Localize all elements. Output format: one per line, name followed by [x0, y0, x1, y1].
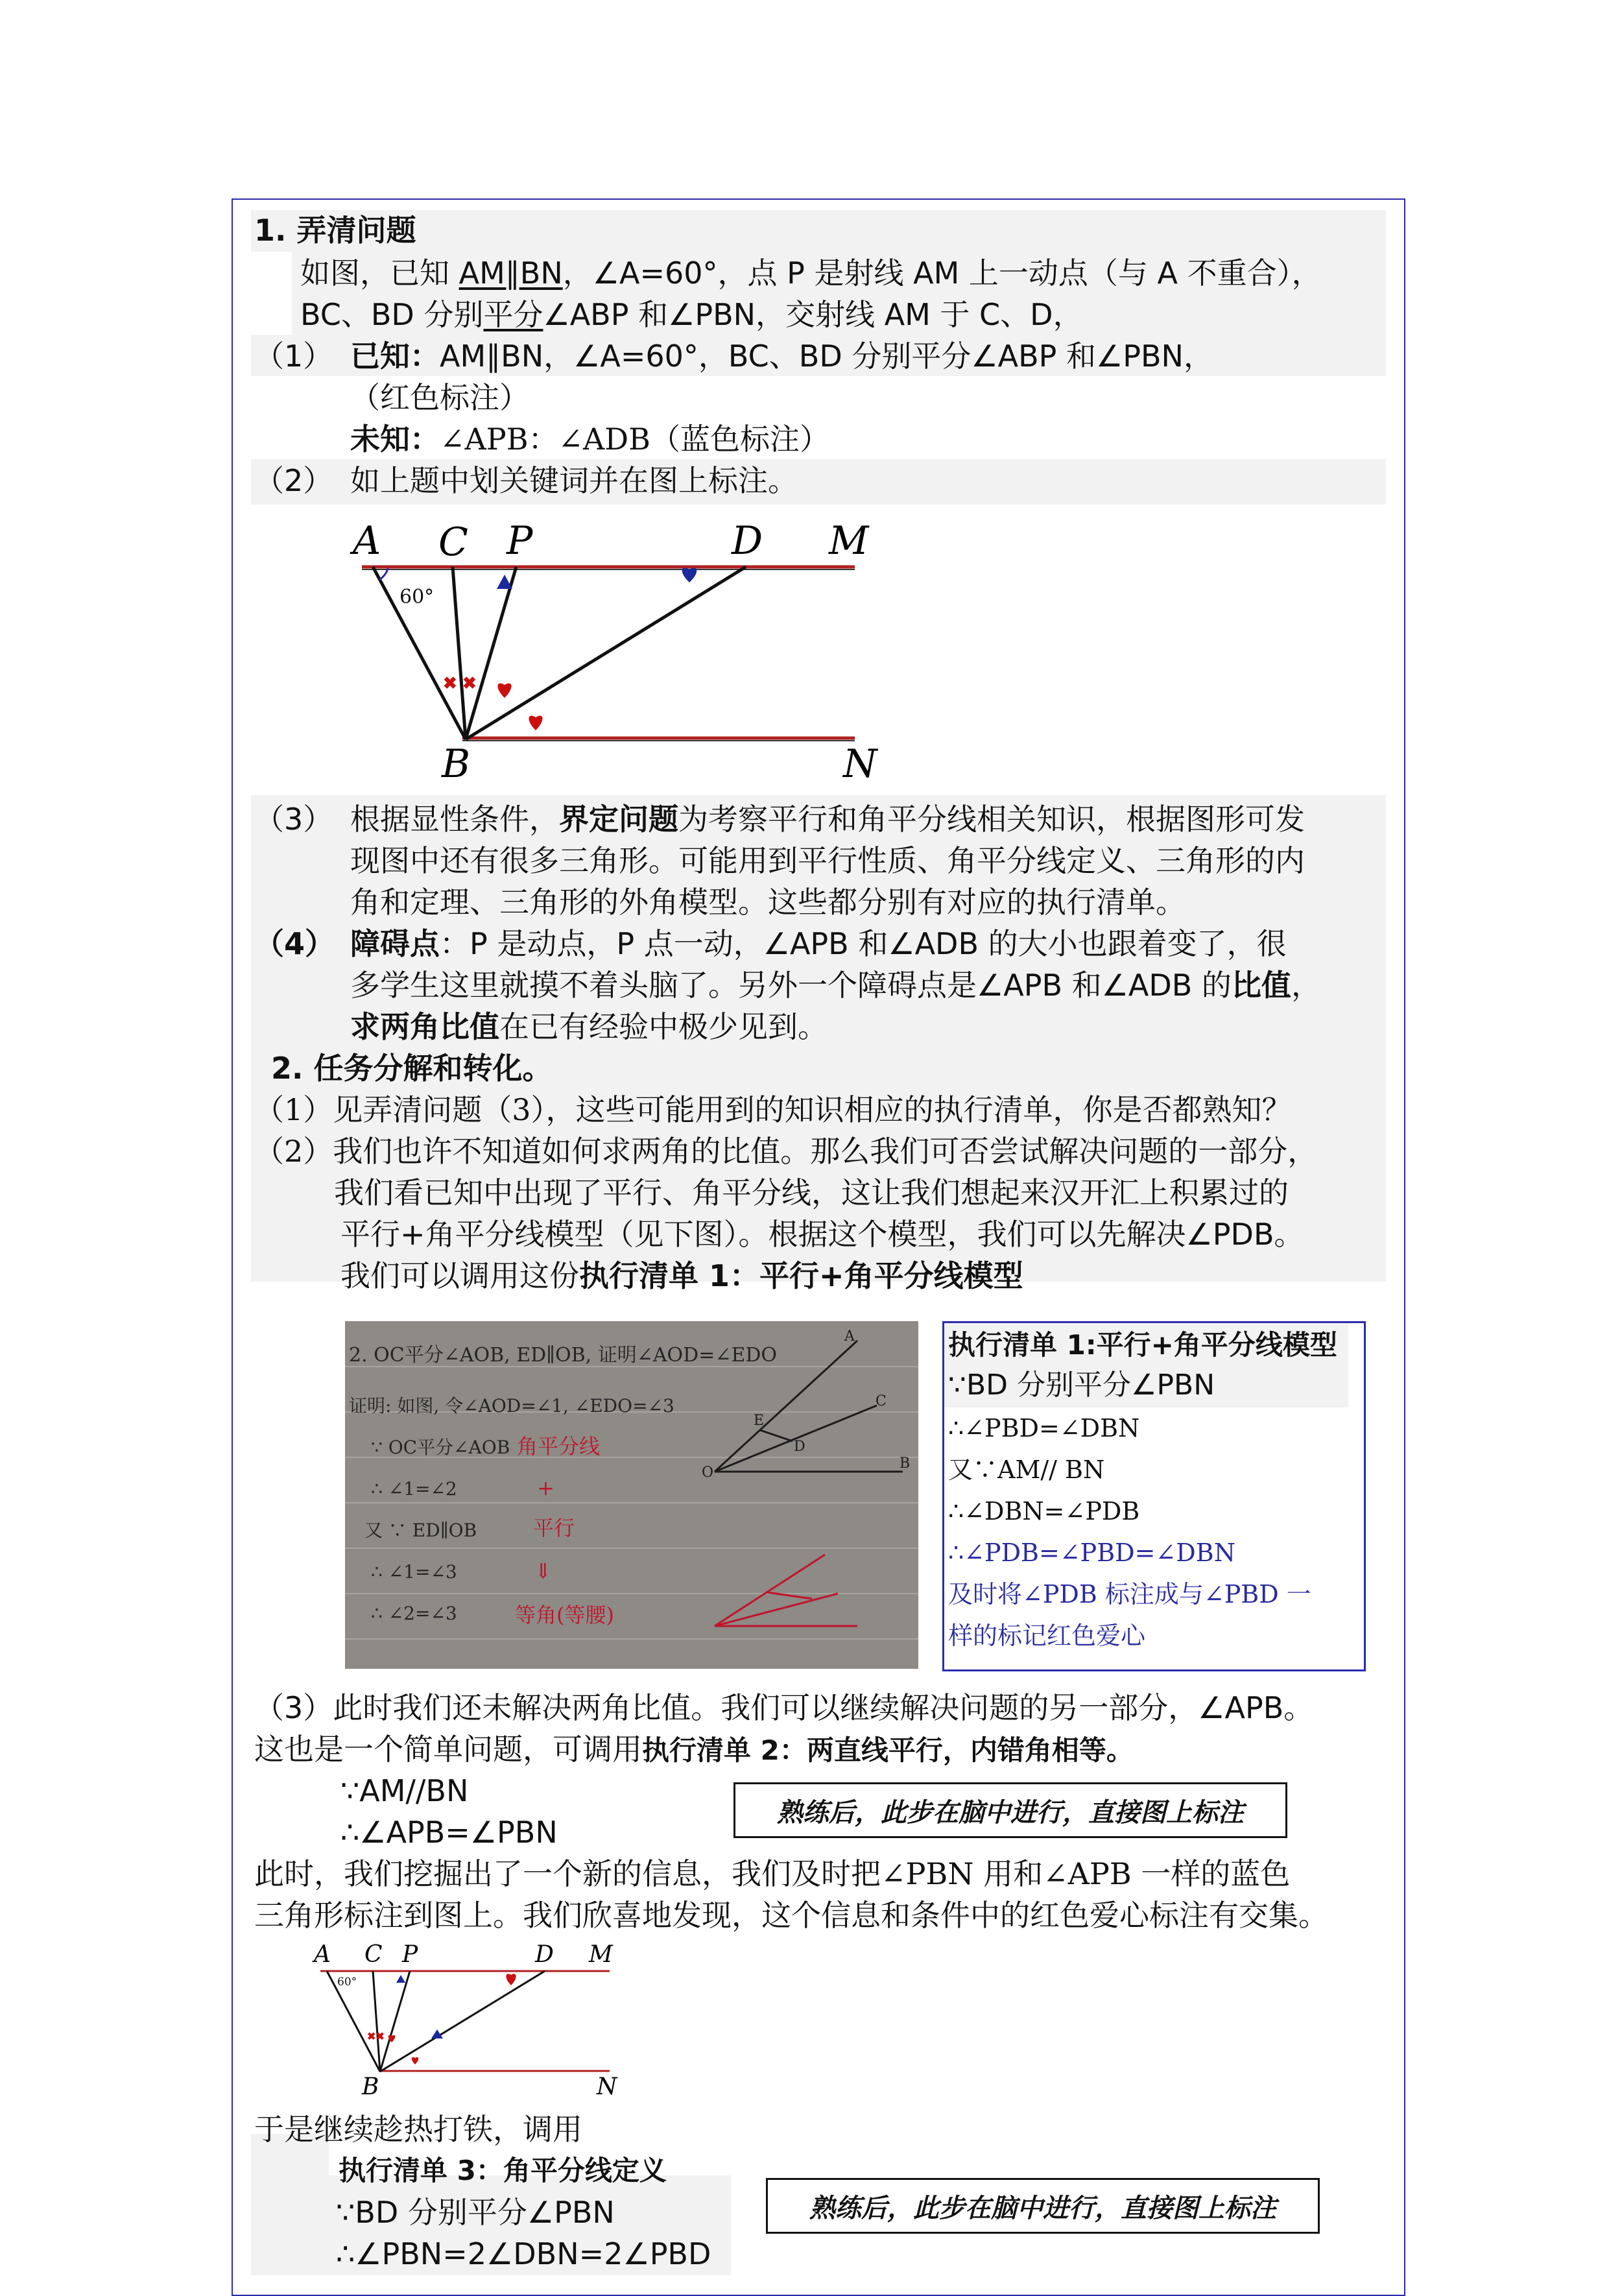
notebook-photo: [345, 1321, 918, 1669]
item3-line2: 现图中还有很多三角形。可能用到平行性质、角平分线定义、三角形的内: [350, 843, 1305, 878]
list1-line: ∴∠PBD=∠DBN: [948, 1414, 1140, 1442]
red-cross-marker: ✖: [443, 674, 457, 693]
item4-line3: 求两角比值在已有经验中极少见到。: [350, 1009, 828, 1044]
geometry-figure-2: [311, 1941, 624, 2098]
list1-line: ∵BD 分别平分∠PBN: [948, 1369, 1215, 1402]
tip-box: 熟练后，此步在脑中进行，直接图上标注: [733, 1782, 1287, 1838]
part3-line2: 这也是一个简单问题，可调用执行清单 2：两直线平行，内错角相等。: [254, 1732, 1134, 1767]
red-annotation: +: [537, 1476, 554, 1500]
part3-line1: （3）此时我们还未解决两角比值。我们可以继续解决问题的另一部分，∠APB。: [254, 1690, 1314, 1725]
angle-a-label: 60°: [399, 586, 435, 608]
red-annotation: ⇓: [534, 1559, 552, 1583]
angle-a-label: 60°: [337, 1976, 357, 1989]
point-a-label: A: [353, 518, 381, 564]
item2-text: 如上题中划关键词并在图上标注。: [350, 463, 798, 498]
problem-line2: BC、BD 分别平分∠ABP 和∠PBN，交射线 AM 于 C、D，: [300, 297, 1083, 332]
list3-title: 执行清单 3：角平分线定义: [339, 2155, 667, 2186]
point-b-label: B: [442, 741, 471, 785]
photo-label: A: [844, 1328, 855, 1345]
handwritten-line: 证明: 如图, 令∠AOD=∠1, ∠EDO=∠3: [349, 1395, 674, 1417]
point-a-label: A: [314, 1941, 331, 1968]
item1-unknown: 未知：∠APB：∠ADB（蓝色标注）: [350, 422, 829, 457]
point-b-label: B: [362, 2074, 379, 2098]
handwritten-line: ∴ ∠1=∠3: [371, 1561, 457, 1583]
item1-known: 已知：AM∥BN，∠A=60°，BC、BD 分别平分∠ABP 和∠PBN，: [350, 339, 1213, 374]
handwritten-line: ∵ OC平分∠AOB: [371, 1437, 510, 1458]
item4-line2: 多学生这里就摸不着头脑了。另外一个障碍点是∠APB 和∠ADB 的比值，: [350, 968, 1321, 1003]
shade-band: [251, 210, 1386, 252]
point-n-label: N: [843, 741, 877, 785]
list1-title: 执行清单 1:平行+角平分线模型: [948, 1329, 1337, 1361]
list1-line: ∴∠PDB=∠PBD=∠DBN: [948, 1538, 1235, 1567]
task-para2-line2: 我们看已知中出现了平行、角平分线，这让我们想起来汉开汇上积累过的: [334, 1175, 1289, 1210]
proof-line: ∴∠APB=∠PBN: [340, 1815, 558, 1850]
section1-heading: 1. 弄清问题: [254, 213, 416, 248]
red-annotation: 等角(等腰): [515, 1603, 614, 1627]
section2-heading: 2. 任务分解和转化。: [271, 1051, 553, 1086]
item4-number: （4）: [254, 926, 335, 961]
point-c-label: C: [438, 520, 468, 565]
red-annotation: 平行: [533, 1516, 575, 1540]
list1-line: 样的标记红色爱心: [948, 1621, 1146, 1650]
proof-line: ∵BD 分别平分∠PBN: [336, 2195, 615, 2230]
photo-label: O: [702, 1465, 714, 1481]
geometry-figure-1: [349, 518, 882, 785]
figure-background: [349, 518, 882, 785]
photo-label: E: [754, 1413, 765, 1429]
list1-line: 又∵AM// BN: [948, 1455, 1105, 1484]
photo-label: C: [876, 1393, 887, 1409]
item1-red-note: （红色标注）: [350, 380, 529, 415]
proof-line: ∵AM//BN: [340, 1773, 469, 1808]
tip-box: 熟练后，此步在脑中进行，直接图上标注: [766, 2178, 1320, 2234]
item3-number: （3）: [254, 802, 333, 837]
task-para1: （1）见弄清问题（3），这些可能用到的知识相应的执行清单，你是否都熟知？: [254, 1092, 1292, 1127]
problem-line1: 如图，已知 AM∥BN，∠A=60°，点 P 是射线 AM 上一动点（与 A 不重合），: [300, 256, 1322, 291]
point-m-label: M: [589, 1941, 613, 1968]
red-cross-marker: ✖✖: [367, 2030, 385, 2042]
item3-line1: 根据显性条件，界定问题为考察平行和角平分线相关知识，根据图形可发: [350, 802, 1305, 837]
task-para2-line4: 我们可以调用这份执行清单 1：平行+角平分线模型: [340, 1258, 1023, 1293]
handwritten-line: ∴ ∠2=∠3: [371, 1603, 457, 1624]
item4-line1: 障碍点：P 是动点，P 点一动，∠APB 和∠ADB 的大小也跟着变了，很: [350, 926, 1287, 961]
photo-label: B: [900, 1455, 911, 1472]
handwritten-line: ∴ ∠1=∠2: [371, 1478, 457, 1500]
point-d-label: D: [535, 1941, 554, 1968]
point-p-label: P: [402, 1941, 418, 1968]
part3-line4: 三角形标注到图上。我们欣喜地发现，这个信息和条件中的红色爱心标注有交集。: [254, 1898, 1328, 1933]
list1-line: ∴∠DBN=∠PDB: [948, 1497, 1140, 1525]
red-cross-marker: ✖: [462, 674, 477, 693]
part4-line1: 于是继续趁热打铁，调用: [254, 2112, 582, 2147]
item2-number: （2）: [254, 463, 333, 498]
list1-line: 及时将∠PDB 标注成与∠PBD 一: [948, 1580, 1311, 1608]
point-d-label: D: [732, 518, 763, 564]
point-m-label: M: [829, 518, 869, 564]
handwritten-line: 2. OC平分∠AOB, ED∥OB, 证明∠AOD=∠EDO: [349, 1344, 778, 1367]
task-para2-line3: 平行+角平分线模型（见下图）。根据这个模型，我们可以先解决∠PDB。: [340, 1217, 1304, 1252]
red-annotation: 角平分线: [517, 1434, 601, 1459]
point-c-label: C: [364, 1941, 383, 1968]
item3-line3: 角和定理、三角形的外角模型。这些都分别有对应的执行清单。: [350, 885, 1186, 920]
task-para2-line1: （2）我们也许不知道如何求两角的比值。那么我们可否尝试解决问题的一部分，: [254, 1134, 1318, 1169]
point-n-label: N: [597, 2074, 617, 2098]
item1-number: （1）: [254, 339, 333, 374]
proof-line: ∴∠PBN=2∠DBN=2∠PBD: [336, 2236, 711, 2271]
photo-label: D: [794, 1439, 805, 1455]
handwritten-line: 又 ∵ ED∥OB: [364, 1520, 477, 1541]
part3-line3: 此时，我们挖掘出了一个新的信息，我们及时把∠PBN 用和∠APB 一样的蓝色: [254, 1856, 1291, 1891]
figure-background: [311, 1941, 624, 2098]
execution-list-1: [942, 1321, 1366, 1671]
point-p-label: P: [507, 518, 533, 564]
